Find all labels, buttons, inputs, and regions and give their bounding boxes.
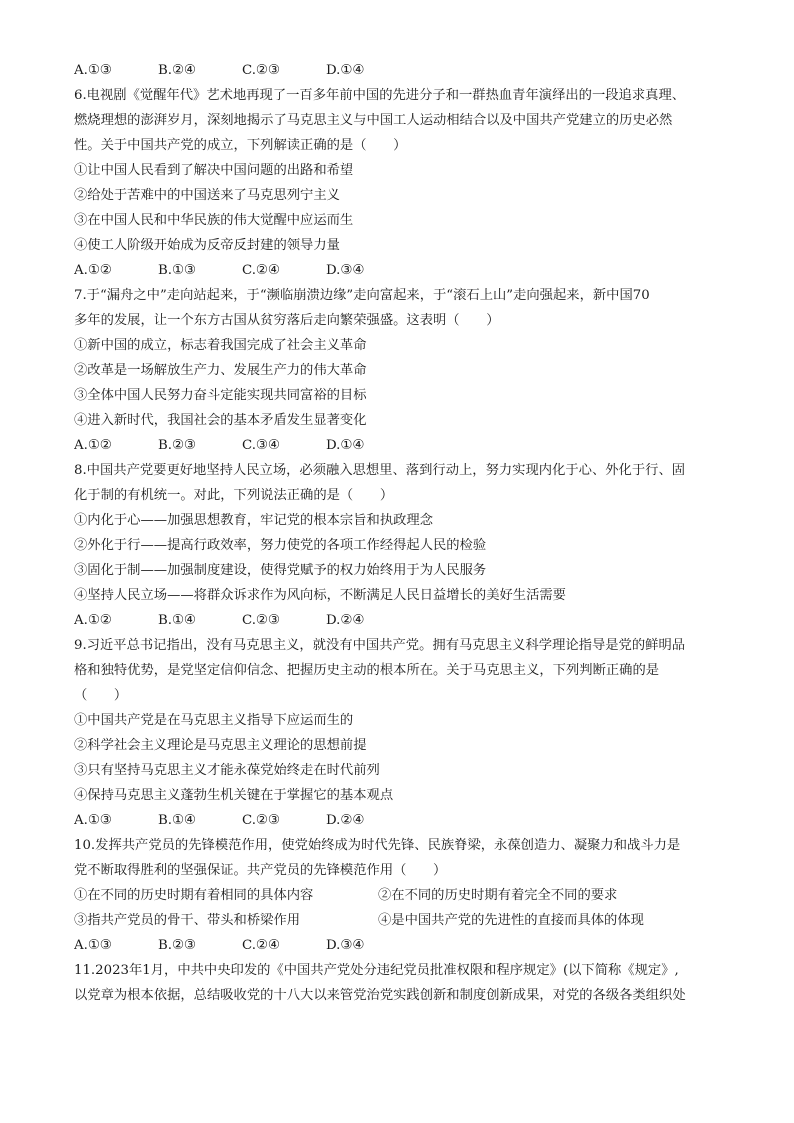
statement-item: ①内化于心——加强思想教育，牢记党的根本宗旨和执政理念 <box>74 513 434 528</box>
statement-item: ④使工人阶级开始成为反帝反封建的领导力量 <box>74 238 340 253</box>
question-8 <box>74 458 724 633</box>
question-stem: 7.于“漏舟之中”走向站起来，于“濒临崩溃边缘”走向富起来，于“滚石上山”走向强起来，新中国70 <box>74 288 650 303</box>
statement-item: ②给处于苦难中的中国送来了马克思列宁主义 <box>74 188 340 203</box>
option-d: D.②④ <box>326 813 365 828</box>
option-b: B.②④ <box>158 63 196 78</box>
statement-item: ①新中国的成立，标志着我国完成了社会主义革命 <box>74 338 367 353</box>
statement-item: ①让中国人民看到了解决中国问题的出路和希望 <box>74 163 354 178</box>
question-stem: 10.发挥共产党员的先锋模范作用，使党始终成为时代先锋、民族脊梁，永葆创造力、凝聚力和战斗力是 <box>74 838 681 853</box>
option-a: A.①③ <box>74 938 112 953</box>
question-stem: 6.电视剧《觉醒年代》艺术地再现了一百多年前中国的先进分子和一群热血青年演绎出的一段追求真理、 <box>74 88 686 103</box>
question-9 <box>74 633 724 833</box>
question-7 <box>74 283 724 458</box>
statement-row <box>74 908 724 933</box>
question-11 <box>74 958 724 1008</box>
option-b: B.②③ <box>158 438 196 453</box>
option-b: B.②③ <box>158 938 196 953</box>
statement-item: ③只有坚持马克思主义才能永葆党始终走在时代前列 <box>74 763 380 778</box>
option-b: B.①④ <box>158 813 196 828</box>
statement-item: ①在不同的历史时期有着相同的具体内容 <box>74 888 314 903</box>
option-a: A.①③ <box>74 63 112 78</box>
statement-item: ①中国共产党是在马克思主义指导下应运而生的 <box>74 713 354 728</box>
option-d: D.①④ <box>326 63 365 78</box>
answer-options <box>74 808 724 833</box>
statement-item: ③固化于制——加强制度建设，使得党赋予的权力始终用于为人民服务 <box>74 563 487 578</box>
option-c: C.②③ <box>242 613 280 628</box>
answer-options <box>74 608 724 633</box>
answer-options <box>74 933 724 958</box>
question-stem: 以党章为根本依据，总结吸收党的十八大以来管党治党实践创新和制度创新成果，对党的各级各类组织处 <box>74 988 686 1003</box>
statement-item: ②改革是一场解放生产力、发展生产力的伟大革命 <box>74 363 367 378</box>
option-c: C.③④ <box>242 438 280 453</box>
question-stem: 性。关于中国共产党的成立，下列解读正确的是（ ） <box>74 138 407 153</box>
question-stem: 多年的发展，让一个东方古国从贫穷落后走向繁荣强盛。这表明（ ） <box>74 313 500 328</box>
option-d: D.②④ <box>326 613 365 628</box>
answer-options <box>74 258 724 283</box>
option-a: A.①② <box>74 438 112 453</box>
option-d: D.①④ <box>326 438 365 453</box>
option-c: C.②④ <box>242 263 280 278</box>
option-b: B.①③ <box>158 263 196 278</box>
statement-item: ③指共产党员的骨干、带头和桥梁作用 <box>74 913 301 928</box>
option-c: C.②④ <box>242 938 280 953</box>
q5-options <box>74 58 724 83</box>
answer-options <box>74 433 724 458</box>
question-stem: 格和独特优势，是党坚定信仰信念、把握历史主动的根本所在。关于马克思主义，下列判断正确的是 <box>74 663 660 678</box>
option-a: A.①② <box>74 263 112 278</box>
statement-item: ④进入新时代，我国社会的基本矛盾发生显著变化 <box>74 413 367 428</box>
option-c: C.②③ <box>242 813 280 828</box>
option-d: D.③④ <box>326 938 365 953</box>
question-stem: 燃烧理想的澎湃岁月，深刻地揭示了马克思主义与中国工人运动相结合以及中国共产党建立的历史必然 <box>74 113 673 128</box>
option-a: A.①③ <box>74 813 112 828</box>
option-a: A.①② <box>74 613 112 628</box>
statement-item: ②科学社会主义理论是马克思主义理论的思想前提 <box>74 738 367 753</box>
statement-item: ②在不同的历史时期有着完全不同的要求 <box>378 888 618 903</box>
question-stem: （ ） <box>74 688 128 703</box>
question-stem: 党不断取得胜利的坚强保证。共产党员的先锋模范作用（ ） <box>74 863 447 878</box>
question-6 <box>74 83 724 283</box>
option-d: D.③④ <box>326 263 365 278</box>
statement-row <box>74 883 724 908</box>
question-stem: 9.习近平总书记指出，没有马克思主义，就没有中国共产党。拥有马克思主义科学理论指导是党的鲜明品 <box>74 638 686 653</box>
exam-page <box>74 58 724 1008</box>
question-stem: 11.2023年1月，中共中央印发的《中国共产党处分违纪党员批准权限和程序规定》(以下简称《规定》, <box>74 963 679 978</box>
statement-item: ④是中国共产党的先进性的直接而具体的体现 <box>378 913 644 928</box>
question-stem: 化于制的有机统一。对此，下列说法正确的是（ ） <box>74 488 394 503</box>
option-b: B.①④ <box>158 613 196 628</box>
question-stem: 8.中国共产党要更好地坚持人民立场，必须融入思想里、落到行动上，努力实现内化于心、外化于行、固 <box>74 463 686 478</box>
statement-item: ②外化于行——提高行政效率，努力使党的各项工作经得起人民的检验 <box>74 538 487 553</box>
statement-item: ③全体中国人民努力奋斗定能实现共同富裕的目标 <box>74 388 367 403</box>
option-c: C.②③ <box>242 63 280 78</box>
statement-item: ④保持马克思主义蓬勃生机关键在于掌握它的基本观点 <box>74 788 394 803</box>
statement-item: ③在中国人民和中华民族的伟大觉醒中应运而生 <box>74 213 354 228</box>
statement-item: ④坚持人民立场——将群众诉求作为风向标，不断满足人民日益增长的美好生活需要 <box>74 588 566 603</box>
question-10 <box>74 833 724 958</box>
